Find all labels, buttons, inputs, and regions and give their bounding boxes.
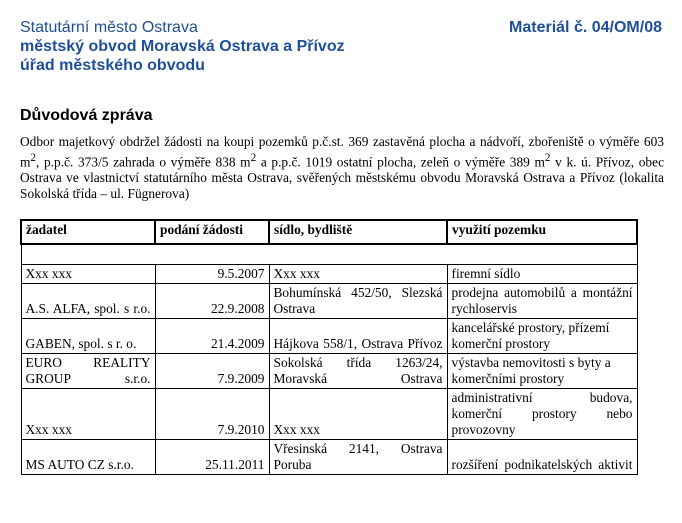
table-row	[21, 244, 637, 264]
letterhead	[20, 18, 345, 75]
cell-address: Sokolská třída 1263/24, Moravská Ostrava	[269, 353, 447, 388]
cell-address: Vřesinská 2141, Ostrava Poruba	[269, 439, 447, 474]
spacer-cell	[21, 244, 637, 264]
cell-use: výstavba nemovitosti s byty a komerčními prostory	[447, 353, 637, 388]
table-row	[21, 318, 637, 353]
table-row	[21, 388, 637, 439]
cell-address: Hájkova 558/1, Ostrava Přívoz	[269, 318, 447, 353]
cell-use: firemní sídlo	[447, 264, 637, 283]
col-header-applicant: žadatel	[21, 220, 155, 244]
cell-date: 22.9.2008	[155, 283, 269, 318]
cell-date: 7.9.2010	[155, 388, 269, 439]
cell-applicant: Xxx xxx	[21, 388, 155, 439]
paragraph-part: , p.p.č. 373/5 zahrada o výměře 838 m	[36, 154, 251, 170]
material-number: Materiál č. 04/OM/08	[509, 19, 662, 36]
cell-use: prodejna automobilů a montážní rychloservis	[447, 283, 637, 318]
table-row	[21, 353, 637, 388]
cell-applicant: EURO REALITY GROUP s.r.o.	[21, 353, 155, 388]
report-paragraph	[20, 134, 664, 202]
cell-applicant: GABEN, spol. s r. o.	[21, 318, 155, 353]
table-row	[21, 283, 637, 318]
office-name: úřad městského obvodu	[20, 57, 205, 74]
cell-date: 7.9.2009	[155, 353, 269, 388]
cell-address: Bohumínská 452/50, Slezská Ostrava	[269, 283, 447, 318]
table-header-row	[21, 220, 637, 244]
cell-applicant: MS AUTO CZ s.r.o.	[21, 439, 155, 474]
superscript: 2	[544, 152, 551, 164]
cell-use: rozšíření podnikatelských aktivit	[447, 439, 637, 474]
city-name: Statutární město Ostrava	[20, 19, 198, 36]
table-row	[21, 264, 637, 283]
applications-table	[20, 219, 638, 475]
cell-date: 9.5.2007	[155, 264, 269, 283]
district-name: městský obvod Moravská Ostrava a Přívoz	[20, 38, 345, 55]
report-title: Důvodová zpráva	[20, 107, 153, 124]
col-header-address: sídlo, bydliště	[269, 220, 447, 244]
cell-date: 25.11.2011	[155, 439, 269, 474]
cell-address: Xxx xxx	[269, 264, 447, 283]
superscript: 2	[250, 152, 257, 164]
cell-applicant: A.S. ALFA, spol. s r.o.	[21, 283, 155, 318]
cell-address: Xxx xxx	[269, 388, 447, 439]
cell-date: 21.4.2009	[155, 318, 269, 353]
table-row	[21, 439, 637, 474]
cell-use: administrativní budova, komerční prostory nebo provozovny	[447, 388, 637, 439]
superscript: 2	[30, 152, 36, 164]
col-header-use: využití pozemku	[447, 220, 637, 244]
paragraph-part: v k. ú. Přívoz, obec Ostrava ve vlastnictví statutárního města Ostrava, svěřených městskému obvodu Moravská Ostrava a Přívoz (lokalita Sokolská třída – ul. Fügnerova)	[20, 154, 665, 202]
cell-use: kancelářské prostory, přízemí komerční prostory	[447, 318, 637, 353]
cell-applicant: Xxx xxx	[21, 264, 155, 283]
col-header-date: podání žádosti	[155, 220, 269, 244]
paragraph-part: a p.p.č. 1019 ostatní plocha, zeleň o výměře 389 m	[256, 154, 545, 170]
paragraph-part: Odbor majetkový obdržel žádosti na koupi pozemků p.č.st. 369 zastavěná plocha a nádvoří, zbořeniště o výměře 603 m	[20, 134, 664, 170]
